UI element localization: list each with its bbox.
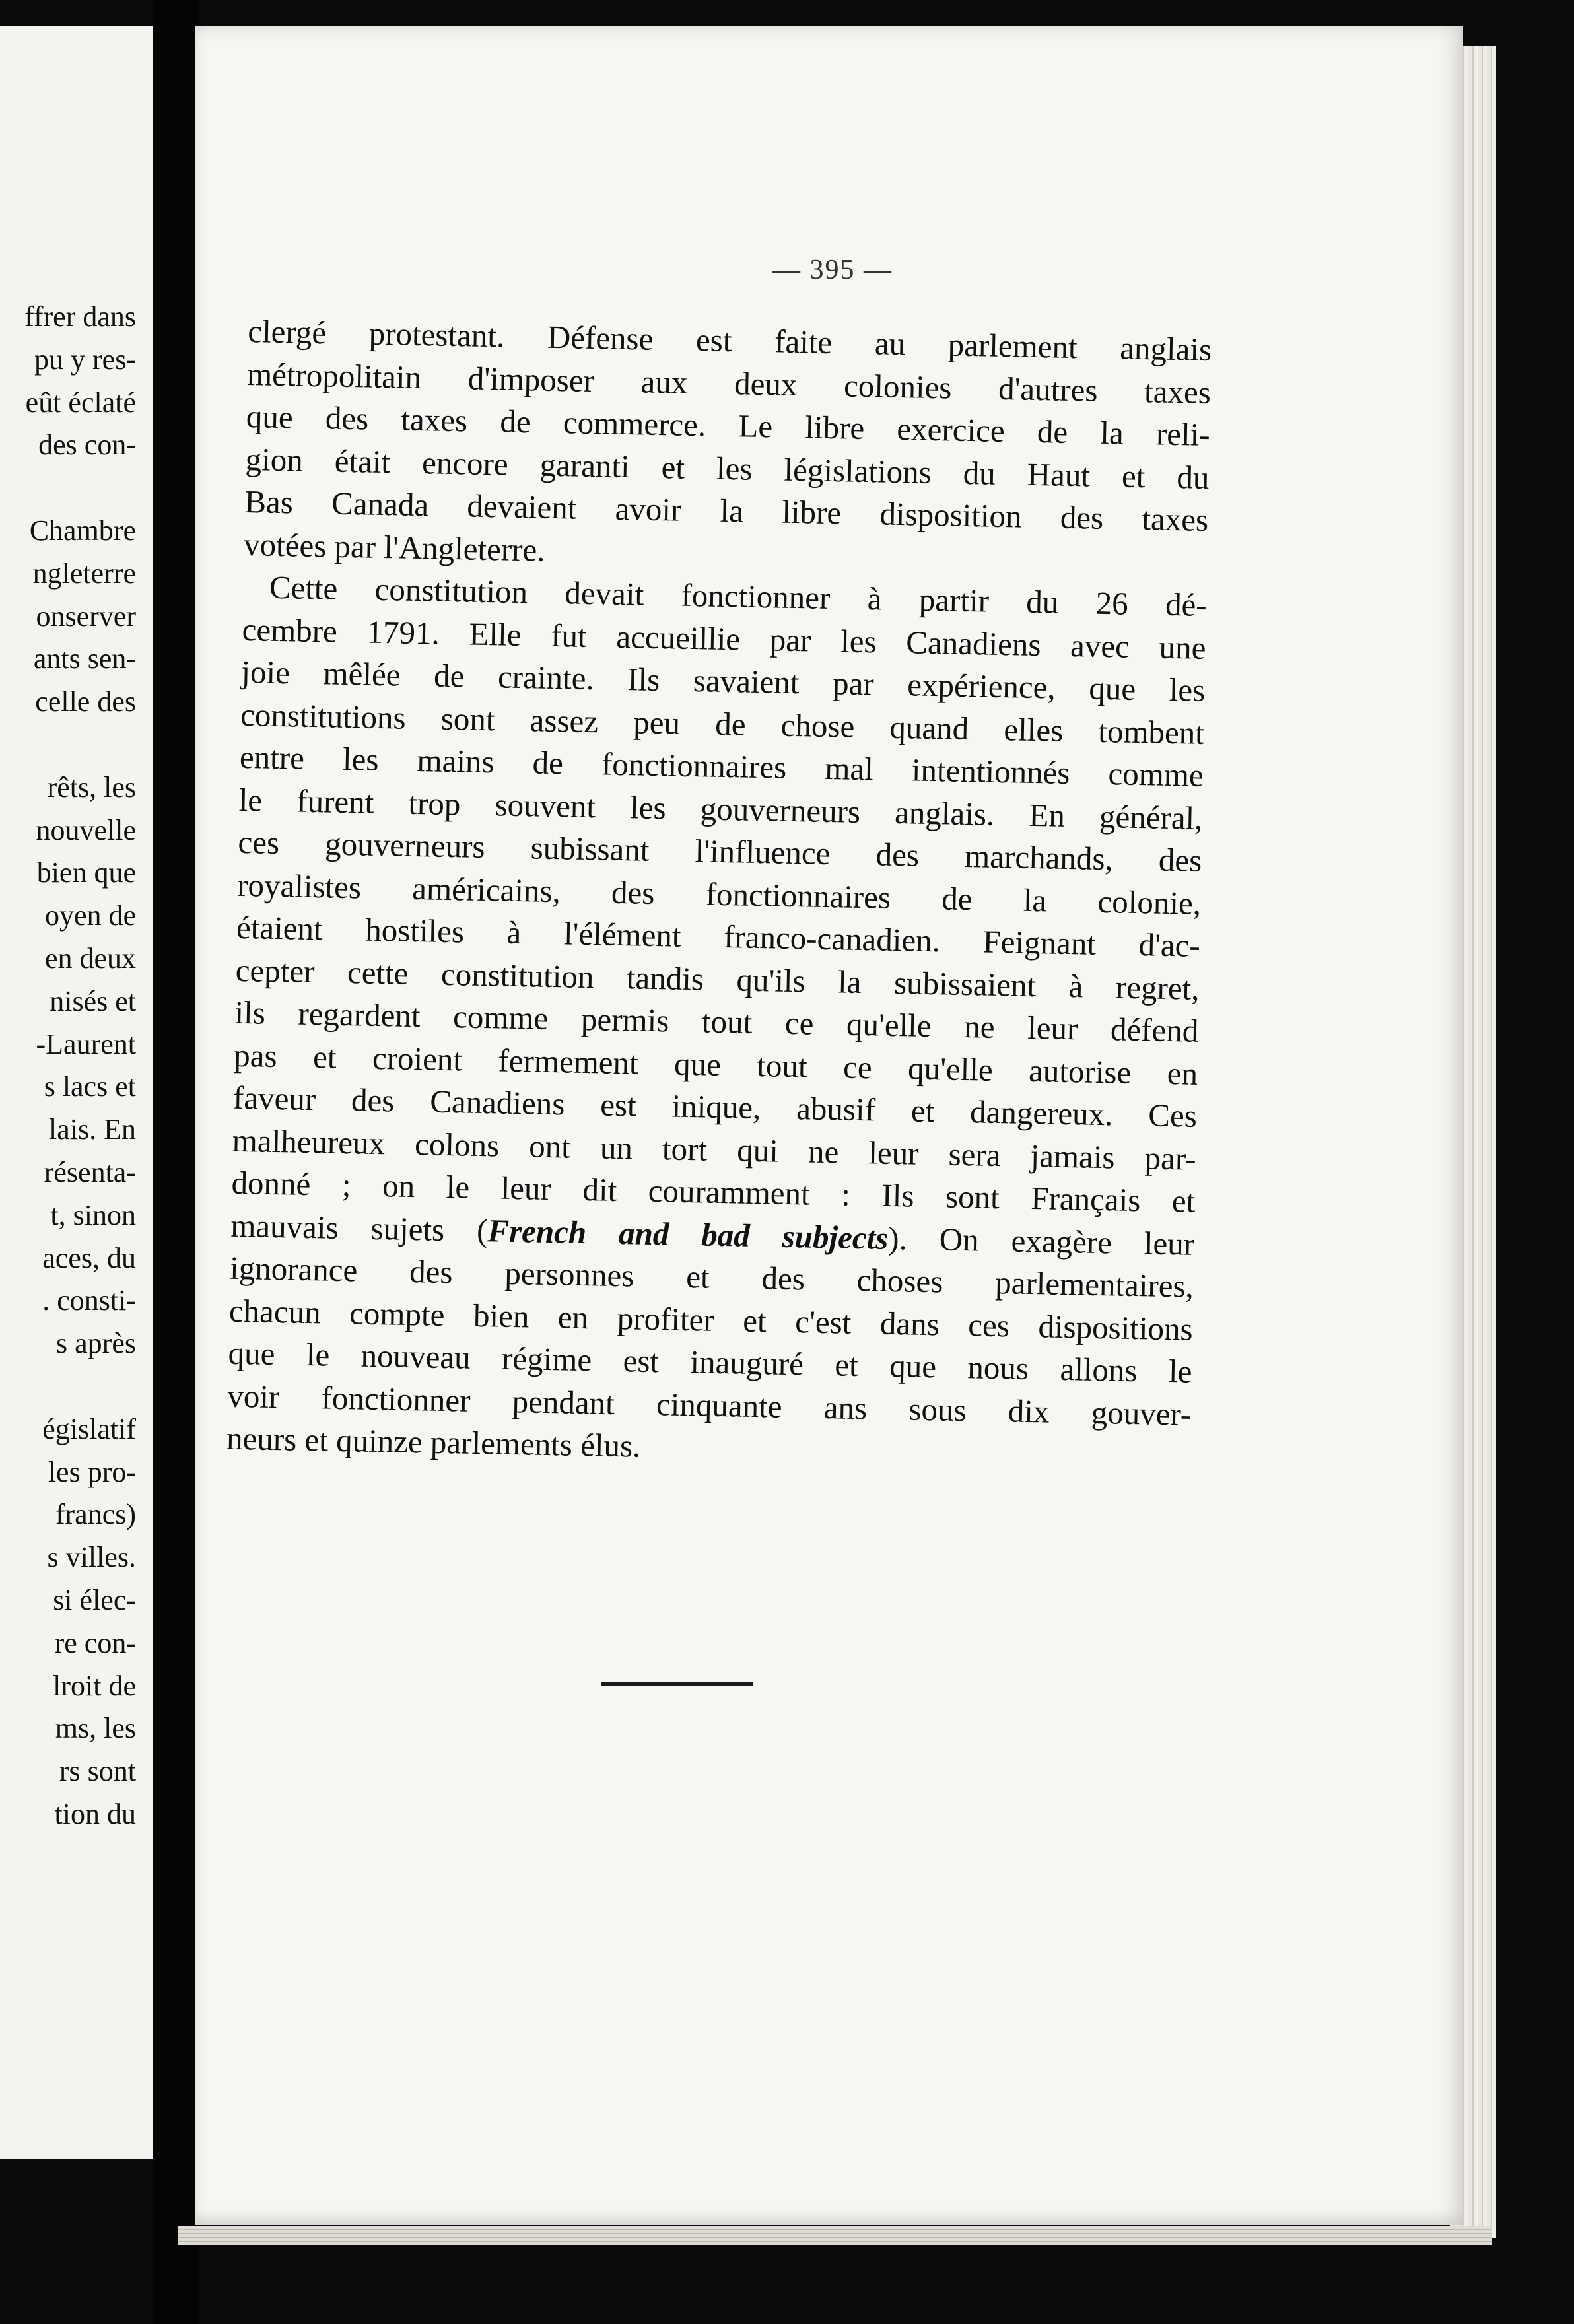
page-number: — 395 — bbox=[772, 255, 893, 285]
text-line: ces gouverneurs subissant l'influence des marchands, des bbox=[238, 823, 1202, 879]
text-line: que le nouveau régime est inauguré et que nous allons le bbox=[228, 1334, 1192, 1390]
left-page-line: résenta- bbox=[44, 1156, 136, 1188]
body-text bbox=[226, 310, 1410, 1482]
page-stack-bottom bbox=[178, 2226, 1492, 2245]
left-page-line: aces, du bbox=[42, 1241, 136, 1274]
text-line: entre les mains de fonctionnaires mal intentionnés comme bbox=[239, 738, 1204, 794]
text-line: voir fonctionner pendant cinquante ans sous dix gouver- bbox=[226, 1377, 1192, 1433]
text-line: Cette constitution devait fonctionner à partir du 26 dé- bbox=[269, 568, 1208, 623]
text-line: étaient hostiles à l'élément franco-canadien. Feignant d'ac- bbox=[236, 908, 1201, 964]
italic-phrase: French and bad subjects bbox=[487, 1212, 889, 1256]
left-page-line: les pro- bbox=[48, 1455, 136, 1488]
left-page-line: bien que bbox=[36, 856, 136, 889]
text-line: neurs et quinze parlements élus. bbox=[226, 1419, 641, 1464]
text-line: ignorance des personnes et des choses parlementaires, bbox=[229, 1249, 1194, 1305]
left-page-line: lais. En bbox=[49, 1113, 136, 1146]
left-page-line: en deux bbox=[44, 942, 136, 974]
text-line: donné ; on le leur dit couramment : Ils sont Français et bbox=[231, 1164, 1196, 1219]
left-page-line: celle des bbox=[35, 685, 136, 718]
text-line: cepter cette constitution tandis qu'ils la subissaient à regret, bbox=[235, 951, 1200, 1007]
text-line: malheureux colons ont un tort qui ne leur sera jamais par- bbox=[232, 1122, 1197, 1177]
left-page-line: eût éclaté bbox=[25, 386, 136, 419]
left-page-line: s lacs et bbox=[44, 1070, 136, 1103]
text-line: royalistes américains, des fonctionnaires de la colonie, bbox=[236, 866, 1202, 922]
left-page-line: oyen de bbox=[44, 899, 136, 932]
left-page-line: nouvelle bbox=[36, 813, 136, 846]
text-line: cembre 1791. Elle fut accueillie par les Canadiens avec une bbox=[242, 611, 1206, 666]
text-line: que des taxes de commerce. Le libre exercice de la reli- bbox=[246, 397, 1211, 453]
text-line: métropolitain d'imposer aux deux colonies d'autres taxes bbox=[246, 355, 1212, 411]
text-line: Bas Canada devaient avoir la libre disposition des taxes bbox=[244, 483, 1209, 538]
left-page-line: égislatif bbox=[42, 1412, 136, 1445]
text-line: clergé protestant. Défense est faite au parlement anglais bbox=[247, 312, 1212, 368]
left-page-line: onserver bbox=[36, 599, 136, 632]
left-page-line: s villes. bbox=[47, 1541, 136, 1574]
left-page-line: ngleterre bbox=[32, 557, 136, 590]
text-span: ). On exagère leur bbox=[887, 1219, 1195, 1262]
left-page-line: nisés et bbox=[50, 984, 136, 1017]
left-page-line: -Laurent bbox=[36, 1027, 136, 1060]
left-page-line: ants sen- bbox=[33, 642, 136, 675]
left-page-fragment bbox=[0, 26, 155, 2159]
text-line: gion était encore garanti et les législations du Haut et du bbox=[245, 440, 1210, 496]
left-page-line: rs sont bbox=[59, 1755, 136, 1788]
text-span: mauvais sujets ( bbox=[230, 1207, 489, 1248]
left-page-line: des con- bbox=[38, 428, 136, 461]
left-page-line: s après bbox=[56, 1327, 136, 1360]
text-line: le furent trop souvent les gouverneurs anglais. En général, bbox=[238, 781, 1204, 837]
paragraph-2 bbox=[226, 566, 1406, 1482]
left-page-line: ffrer dans bbox=[24, 300, 136, 333]
left-page-line: lroit de bbox=[53, 1669, 136, 1702]
left-page-line: re con- bbox=[54, 1626, 136, 1659]
left-page-line: rêts, les bbox=[47, 770, 136, 803]
text-line: ils regardent comme permis tout ce qu'elle ne leur défend bbox=[234, 994, 1199, 1049]
end-rule bbox=[601, 1682, 753, 1686]
left-page-line: tion du bbox=[54, 1798, 136, 1830]
text-line: votées par l'Angleterre. bbox=[243, 526, 546, 568]
left-page-line: Chambre bbox=[29, 514, 136, 547]
main-page bbox=[195, 26, 1463, 2225]
text-line: constitutions sont assez peu de chose quand elles tombent bbox=[240, 696, 1205, 751]
text-line: faveur des Canadiens est inique, abusif et dangereux. Ces bbox=[232, 1079, 1198, 1134]
text-line: chacun compte bien en profiter et c'est dans ces dispositions bbox=[228, 1292, 1194, 1348]
text-line: joie mêlée de crainte. Ils savaient par expérience, que les bbox=[240, 653, 1206, 708]
left-page-line: ms, les bbox=[55, 1712, 136, 1745]
left-page-line: pu y res- bbox=[34, 343, 136, 376]
text-line: pas et croient fermement que tout ce qu'elle autorise en bbox=[233, 1037, 1198, 1092]
left-page-line: si élec- bbox=[53, 1584, 136, 1616]
left-page-line: francs) bbox=[55, 1498, 136, 1531]
paragraph-1 bbox=[244, 310, 1410, 588]
book-gutter bbox=[153, 0, 199, 2324]
left-page-line: t, sinon bbox=[50, 1198, 136, 1231]
left-page-line: . consti- bbox=[42, 1284, 136, 1317]
